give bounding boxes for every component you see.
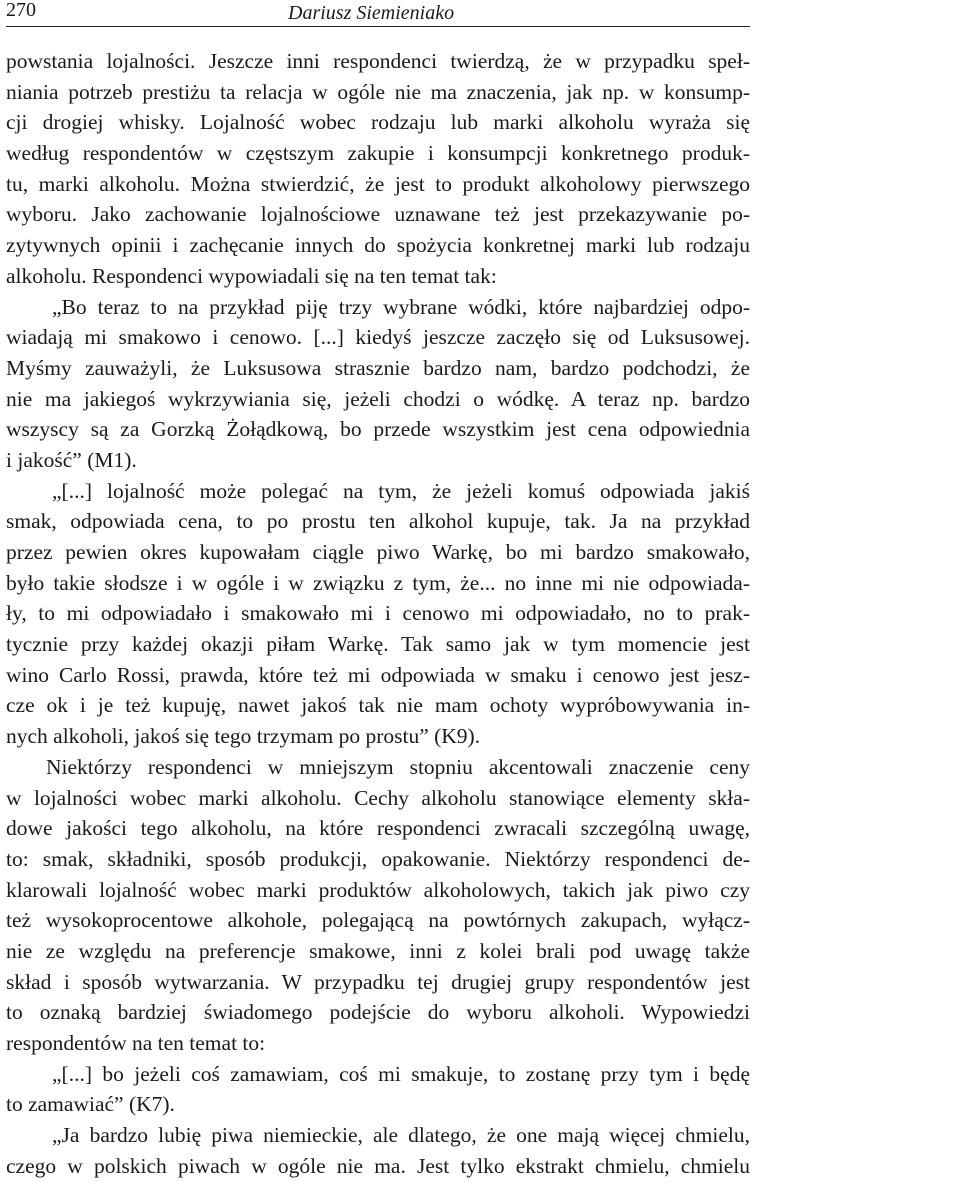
page-header [6, 0, 750, 27]
text-line: zytywnych opinii i zachęcanie innych do spożycia konkretnej marki lub rodzaju [6, 233, 750, 258]
text-line: dowe jakości tego alkoholu, na które respondenci zwracali szczególną uwagę, [6, 816, 750, 841]
quote-line: wiadają mi smakowo i cenowo. [...] kiedyś jeszcze zaczęło się od Luksusowej. [6, 325, 750, 350]
text-line: też wysokoprocentowe alkohole, polegającą na powtórnych zakupach, wyłącz- [6, 908, 750, 933]
page-number: 270 [6, 0, 36, 21]
text-line: skład i sposób wytwarzania. W przypadku tej drugiej grupy respondentów jest [6, 969, 750, 994]
text-line: w lojalności wobec marki alkoholu. Cechy alkoholu stanowiące elementy skła- [6, 785, 750, 810]
text-line: tu, marki alkoholu. Można stwierdzić, że jest to produkt alkoholowy pierwszego [6, 171, 750, 196]
quote-line: wino Carlo Rossi, prawda, które też mi odpowiada w smaku i cenowo jest jesz- [6, 662, 750, 687]
quote-line: wszyscy są za Gorzką Żołądkową, bo przede wszystkim jest cena odpowiednia [6, 417, 750, 442]
text-line: respondentów na ten temat to: [6, 1031, 266, 1055]
quote-line: ły, to mi odpowiadało i smakowało mi i cenowo mi odpowiadało, no to prak- [6, 601, 750, 626]
quote-line: nych alkoholi, jakoś się tego trzymam po prostu” (K9). [6, 724, 481, 749]
text-line: nie ze względu na preferencje smakowe, inni z kolei brali pod uwagę także [6, 938, 750, 963]
quote-line: smak, odpowiada cena, to po prostu ten alkohol kupuje, tak. Ja na przykład [6, 509, 750, 534]
text-line: klarowali lojalność wobec marki produktów alkoholowych, takich jak piwo czy [6, 877, 750, 902]
quote-line: „[...] bo jeżeli coś zamawiam, coś mi smakuje, to zostanę przy tym i będę [52, 1061, 750, 1086]
text-line: Niektórzy respondenci w mniejszym stopniu akcentowali znaczenie ceny [46, 754, 750, 779]
text-line: powstania lojalności. Jeszcze inni respondenci twierdzą, że w przypadku speł- [6, 49, 750, 73]
text-line: to: smak, składniki, sposób produkcji, opakowanie. Niektórzy respondenci de- [6, 846, 750, 871]
quote-line: „Ja bardzo lubię piwa niemieckie, ale dlatego, że one mają więcej chmielu, [52, 1123, 750, 1148]
quote-line: „[...] lojalność może polegać na tym, że jeżeli komuś odpowiada jakiś [52, 478, 750, 503]
text-line: według respondentów w częstszym zakupie i konsumpcji konkretnego produk- [6, 141, 750, 166]
quote-line: i jakość” (M1). [6, 447, 137, 472]
quote-line: było takie słodsze i w ogóle i w związku z tym, że... no inne mi nie odpowiada- [6, 570, 750, 595]
text-line: niania potrzeb prestiżu ta relacja w ogóle nie ma znaczenia, jak np. w konsump- [6, 79, 750, 104]
quote-line: to zamawiać” (K7). [6, 1092, 175, 1117]
text-line: to oznaką bardziej świadomego podejście do wyboru alkoholi. Wypowiedzi [6, 1000, 750, 1025]
body-text [6, 46, 750, 1181]
text-line: cji drogiej whisky. Lojalność wobec rodzaju lub marki alkoholu wyraża się [6, 110, 750, 135]
quote-line: Myśmy zauważyli, że Luksusowa strasznie bardzo nam, bardzo podchodzi, że [6, 355, 750, 380]
running-head-author: Dariusz Siemieniako [288, 2, 455, 24]
quote-line: przez pewien okres kupowałam ciągle piwo Warkę, bo mi bardzo smakowało, [6, 540, 750, 564]
text-line: wyboru. Jako zachowanie lojalnościowe uznawane też jest przekazywanie po- [6, 202, 750, 227]
quote-line: „Bo teraz to na przykład piję trzy wybrane wódki, które najbardziej odpo- [52, 294, 750, 319]
quote-line: nie ma jakiegoś wykrzywiania się, jeżeli chodzi o wódkę. A teraz np. bardzo [6, 386, 750, 411]
quote-line: cze ok i je też kupuję, nawet jakoś tak nie mam ochoty wypróbowywania in- [6, 693, 750, 718]
quote-line: tycznie przy każdej okazji piłam Warkę. Tak samo jak w tym momencie jest [6, 632, 750, 657]
quote-line: czego w polskich piwach w ogóle nie ma. Jest tylko ekstrakt chmielu, chmielu [6, 1153, 750, 1178]
text-line: alkoholu. Respondenci wypowiadali się na ten temat tak: [6, 263, 497, 288]
